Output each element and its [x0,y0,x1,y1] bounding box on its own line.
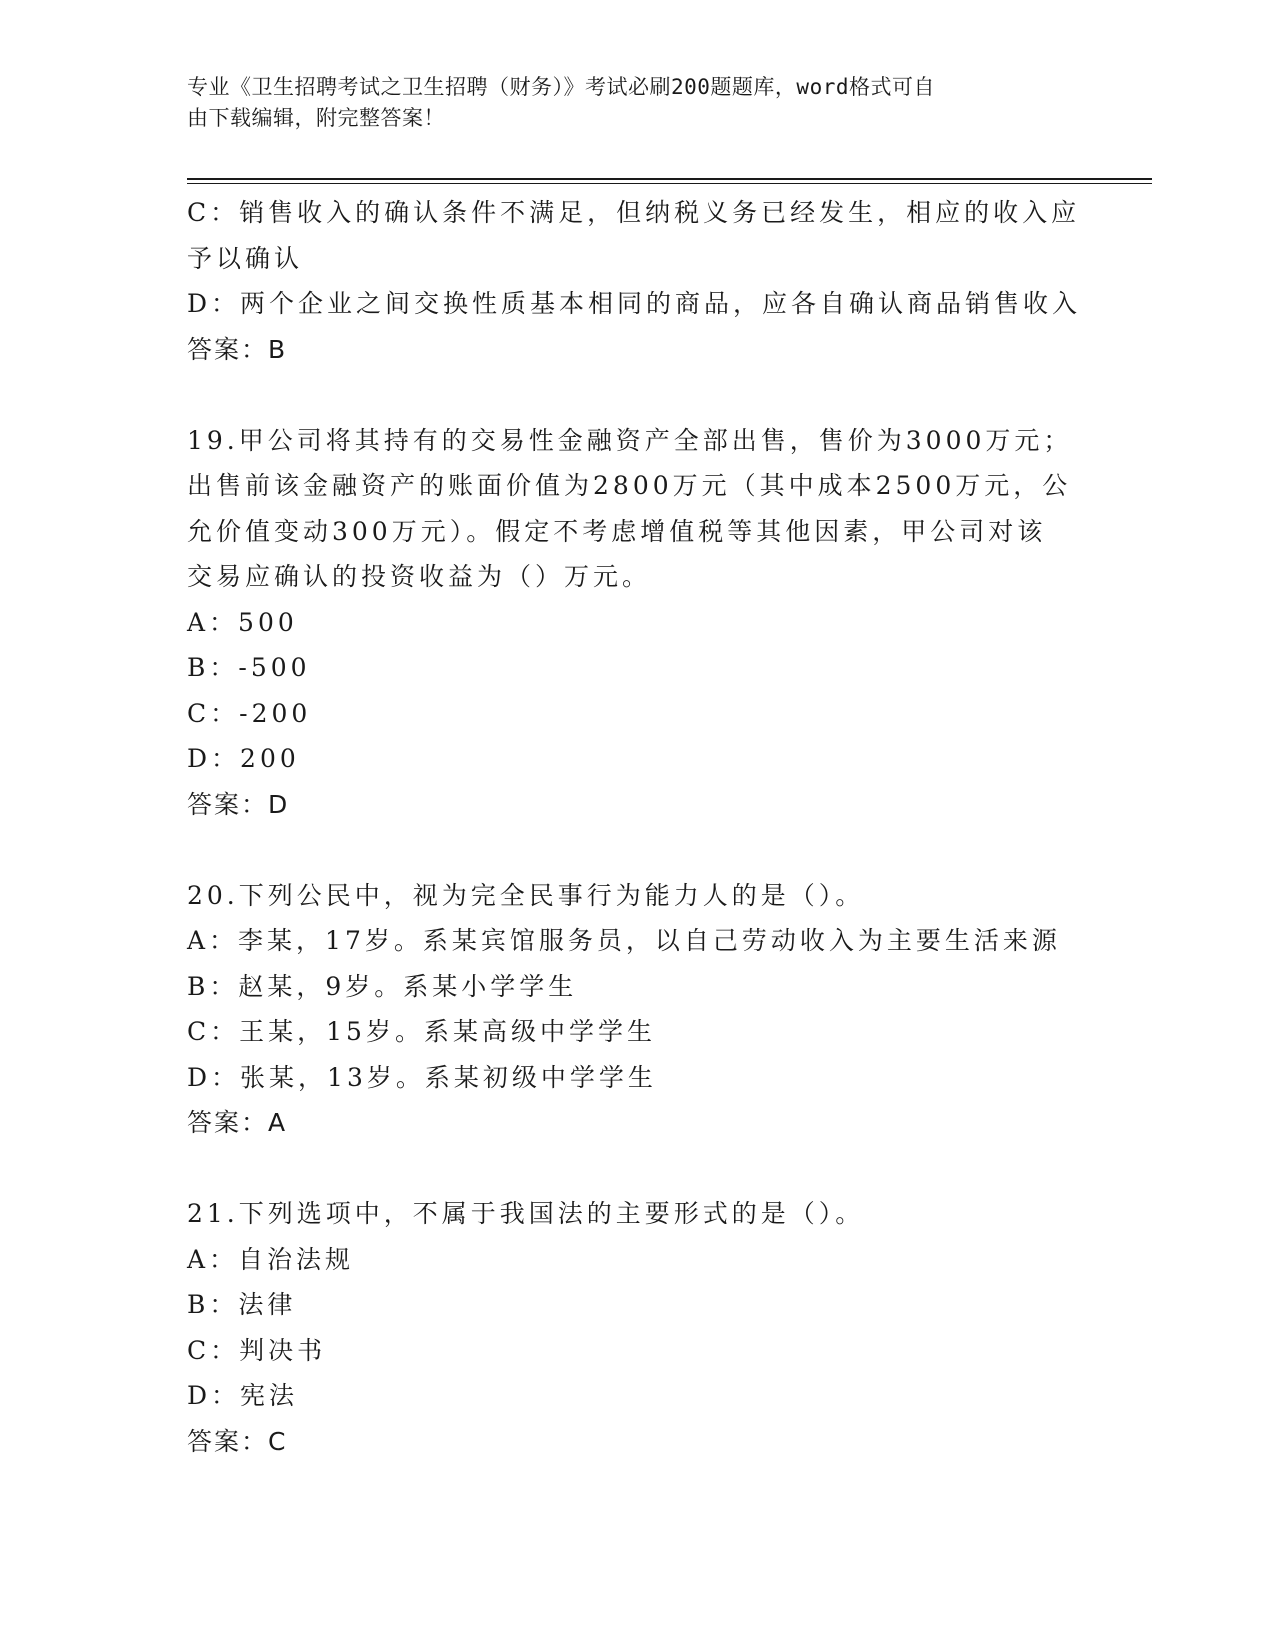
question-stem: 21.下列选项中，不属于我国法的主要形式的是（）。 [187,1199,865,1228]
question-stem: 20.下列公民中，视为完全民事行为能力人的是（）。 [187,880,865,910]
answer: 答案：B [187,334,288,364]
option-c-line-1: C：销售收入的确认条件不满足，但纳税义务已经发生，相应的收入应 [187,198,1081,227]
question-stem-line-4: 交易应确认的投资收益为（）万元。 [187,562,652,591]
question-stem-line-2: 出售前该金融资产的账面价值为2800万元（其中成本2500万元，公 [187,471,1072,500]
question-18-continued [187,190,1082,372]
option-c-line-2: 予以确认 [187,243,304,273]
answer: 答案：C [187,1426,288,1456]
option-a: A：自治法规 [187,1244,355,1274]
question-19 [187,418,1082,828]
spacer [187,1146,1082,1192]
document-header [187,72,1067,134]
header-line-1: 专业《卫生招聘考试之卫生招聘（财务）》考试必刷200题题库，word格式可自 [187,75,935,99]
answer: 答案：A [187,1108,288,1137]
option-c: C：判决书 [187,1335,327,1365]
spacer [187,372,1082,418]
option-d: D：宪法 [187,1381,299,1410]
question-20 [187,873,1082,1146]
option-c: C：-200 [187,698,312,728]
option-b: B：赵某，9岁。系某小学学生 [187,971,578,1001]
answer: 答案：D [187,789,290,819]
question-stem-line-3: 允价值变动300万元）。假定不考虑增值税等其他因素，甲公司对该 [187,516,1047,546]
option-a: A：500 [187,607,298,637]
option-a: A：李某，17岁。系某宾馆服务员，以自己劳动收入为主要生活来源 [187,926,1061,955]
header-divider-thin [187,183,1152,184]
option-b: B：法律 [187,1290,297,1319]
question-stem-line-1: 19.甲公司将其持有的交易性金融资产全部出售，售价为3000万元； [187,425,1073,455]
option-b: B：-500 [187,653,311,682]
option-c: C：王某，15岁。系某高级中学学生 [187,1017,656,1046]
option-d: D：两个企业之间交换性质基本相同的商品，应各自确认商品销售收入 [187,289,1082,318]
header-line-2: 由下载编辑，附完整答案！ [187,106,445,130]
option-d: D：200 [187,744,300,773]
spacer [187,827,1082,873]
question-list [187,190,1082,1464]
option-d: D：张某，13岁。系某初级中学学生 [187,1062,657,1092]
header-divider-thick [187,178,1152,180]
question-21 [187,1191,1082,1464]
